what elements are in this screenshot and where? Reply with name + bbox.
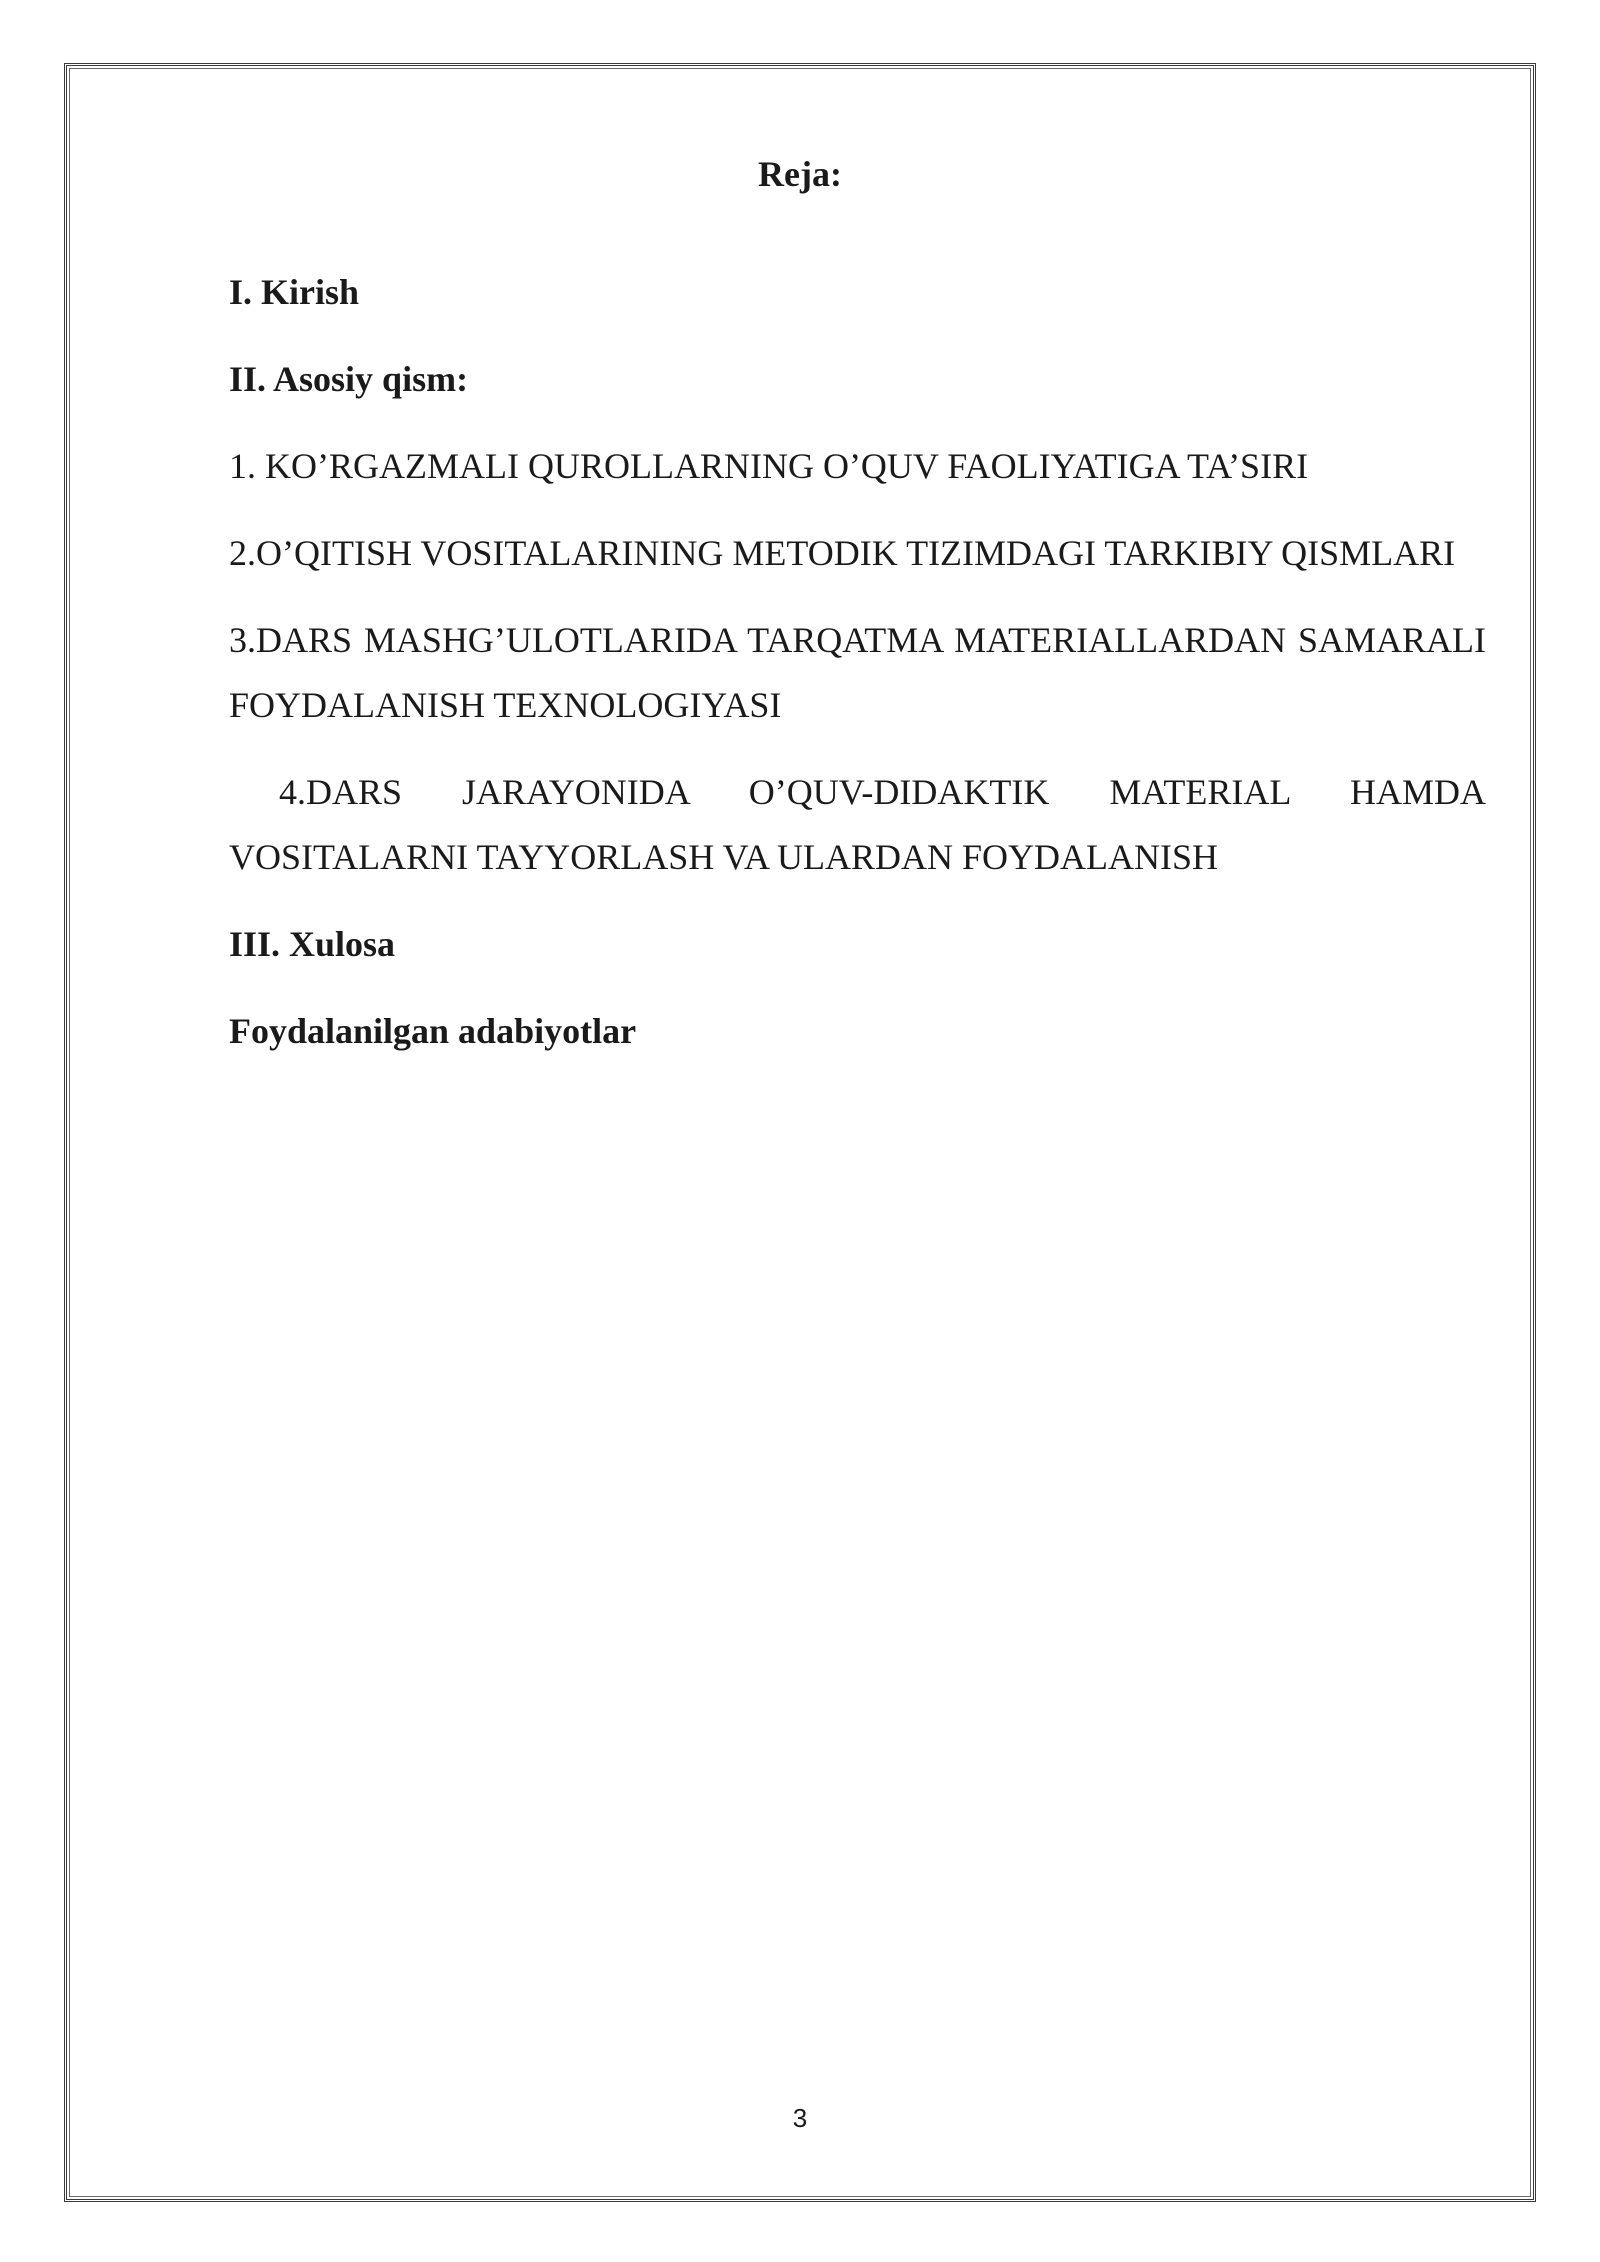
toc-item-1: 1. KO’RGAZMALI QUROLLARNING O’QUV FAOLIYATIGA TA’SIRI <box>229 446 1309 486</box>
toc-references: Foydalanilgan adabiyotlar <box>229 1011 637 1051</box>
plan-title: Reja: <box>758 154 842 194</box>
toc-item-3: 3.DARS MASHG’ULOTLARIDA TARQATMA MATERIALLARDAN SAMARALI FOYDALANISH TEXNOLOGIYASI <box>229 620 1486 725</box>
page-number: 3 <box>792 2103 808 2133</box>
table-of-contents <box>229 260 1486 1086</box>
toc-conclusion: III. Xulosa <box>229 924 396 964</box>
toc-intro: I. Kirish <box>229 272 360 312</box>
toc-main-part: II. Asosiy qism: <box>229 359 469 399</box>
toc-item-4: 4.DARS JARAYONIDA O’QUV-DIDAKTIK MATERIAL HAMDA VOSITALARNI TAYYORLASH VA ULARDAN FOYDALANISH <box>229 772 1486 877</box>
toc-item-2: 2.O’QITISH VOSITALARINING METODIK TIZIMDAGI TARKIBIY QISMLARI <box>229 533 1456 573</box>
